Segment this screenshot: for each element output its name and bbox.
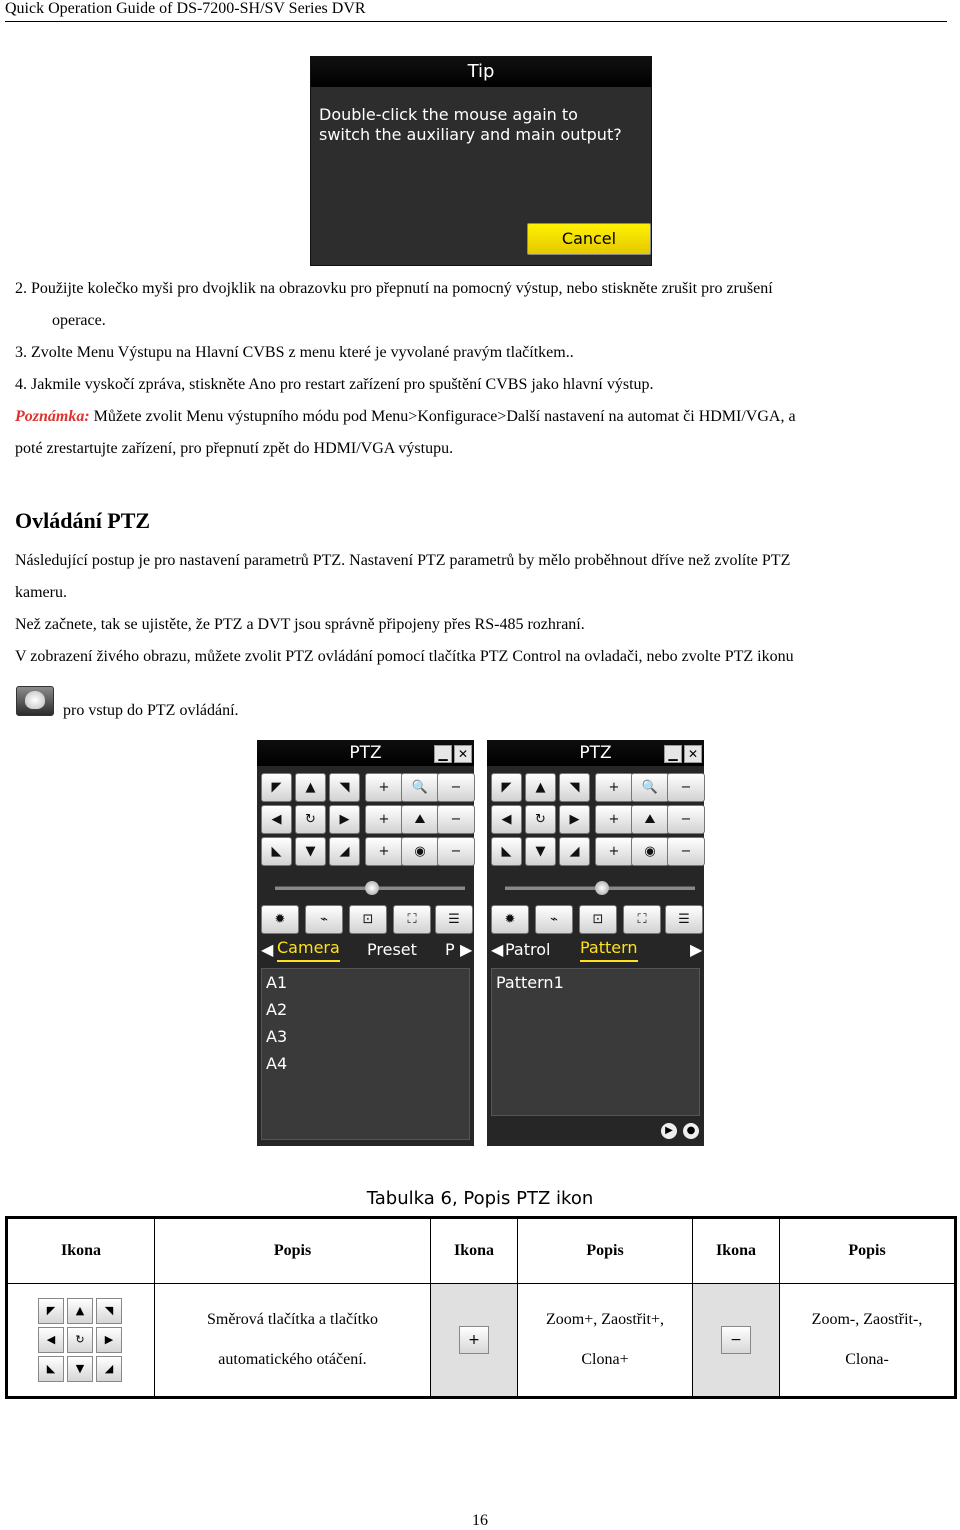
arrow-left-button[interactable]: ◀ [261, 805, 292, 834]
arrow-icon: ◥ [96, 1298, 122, 1324]
focus-plus-button[interactable]: + [595, 805, 633, 834]
note-line2: poté zrestartujte zařízení, pro přepnutí zpět do HDMI/VGA výstupu. [15, 440, 454, 457]
arrow-up-button[interactable]: ▲ [295, 773, 326, 802]
note-text: Můžete zvolit Menu výstupního módu pod Menu>Konfigurace>Další nastavení na automat či HDMI/VGA, a [89, 408, 796, 425]
menu-icon[interactable]: ☰ [435, 905, 473, 934]
zoom-minus-icon: − [721, 1326, 751, 1354]
center-icon[interactable]: ⛶ [623, 905, 661, 934]
rotate-icon: ↻ [67, 1327, 93, 1353]
tip-message-line2: switch the auxiliary and main output? [319, 125, 622, 144]
arrow-right-button[interactable]: ▶ [329, 805, 360, 834]
arrow-icon: ◢ [96, 1356, 122, 1382]
ptz-titlebar [487, 740, 704, 766]
ptz-tabs [257, 936, 474, 964]
ptz-icon-table [5, 1216, 957, 1399]
arrow-down-left-button[interactable]: ◣ [261, 837, 292, 866]
iris-plus-button[interactable]: + [595, 837, 633, 866]
tab-camera[interactable]: Camera [277, 936, 340, 962]
minimize-icon[interactable]: ▁ [664, 745, 682, 763]
iris-plus-button[interactable]: + [365, 837, 403, 866]
desc-cell [518, 1284, 693, 1398]
tab-next-icon[interactable]: ▶ [690, 940, 703, 959]
step-3: 3. Zvolte Menu Výstupu na Hlavní CVBS z menu které je vyvolané pravým tlačítkem.. [15, 344, 574, 361]
note-paragraph [15, 408, 796, 426]
tab-pattern[interactable]: Pattern [580, 936, 638, 962]
arrow-icon: ◣ [38, 1356, 64, 1382]
arrow-icon: ▶ [96, 1327, 122, 1353]
tab-patrol-partial[interactable]: P [445, 940, 455, 959]
note-label: Poznámka: [15, 408, 90, 425]
page-header [5, 0, 947, 22]
desc-line: Směrová tlačítka a tlačítko [206, 1311, 379, 1328]
zoom-minus-button[interactable]: − [437, 773, 475, 802]
section-p2: Než začnete, tak se ujistěte, že PTZ a DVT jsou správně připojeny přes RS-485 rozhraní. [15, 616, 585, 633]
table-caption: Tabulka 6, Popis PTZ ikon [366, 1188, 594, 1209]
close-icon[interactable]: ✕ [684, 745, 702, 763]
list-item[interactable]: A4 [266, 1054, 288, 1073]
pattern-list [491, 968, 700, 1116]
3d-zoom-icon[interactable]: ⊡ [579, 905, 617, 934]
list-item[interactable]: A2 [266, 1000, 288, 1019]
icon-cell [7, 1284, 155, 1398]
iris-minus-button[interactable]: − [437, 837, 475, 866]
wiper-icon[interactable]: ⌁ [535, 905, 573, 934]
zoom-plus-icon: + [459, 1326, 489, 1354]
desc-cell [780, 1284, 956, 1398]
arrow-right-button[interactable]: ▶ [559, 805, 590, 834]
arrow-down-right-button[interactable]: ◢ [559, 837, 590, 866]
ptz-dome-icon [16, 686, 54, 716]
zoom-minus-button[interactable]: − [667, 773, 705, 802]
header-cell: Popis [155, 1218, 431, 1284]
tip-dialog [310, 56, 652, 266]
desc-line: automatického otáčení. [218, 1351, 367, 1368]
focus-minus-button[interactable]: − [437, 805, 475, 834]
arrow-icon: ▲ [67, 1298, 93, 1324]
list-item[interactable]: A1 [266, 973, 288, 992]
zoom-icon[interactable]: 🔍 [631, 773, 669, 802]
ptz-titlebar [257, 740, 474, 766]
slider-knob[interactable] [595, 881, 609, 895]
arrow-left-button[interactable]: ◀ [491, 805, 522, 834]
tip-message-line1: Double-click the mouse again to [319, 105, 578, 124]
list-item[interactable]: Pattern1 [496, 973, 564, 992]
ptz-title: PTZ [579, 743, 612, 763]
section-heading: Ovládání PTZ [15, 508, 151, 533]
desc-line: Zoom-, Zaostřit-, [811, 1311, 923, 1328]
light-icon[interactable]: ✹ [491, 905, 529, 934]
ptz-tabs [487, 936, 704, 964]
page-number: 16 [472, 1512, 488, 1529]
iris-minus-button[interactable]: − [667, 837, 705, 866]
arrow-down-left-button[interactable]: ◣ [491, 837, 522, 866]
header-cell: Ikona [693, 1218, 780, 1284]
tab-prev-icon[interactable]: ◀ [261, 940, 274, 959]
focus-icon[interactable]: ⛰ [401, 805, 439, 834]
section-p3-line1: V zobrazení živého obrazu, můžete zvolit PTZ ovládání pomocí tlačítka PTZ Control na ovladači, nebo zvolte PTZ ikonu [15, 648, 794, 665]
header-cell: Ikona [431, 1218, 518, 1284]
camera-list [261, 968, 470, 1140]
play-icon[interactable]: ▶ [661, 1123, 677, 1139]
arrow-icon: ◀ [38, 1327, 64, 1353]
desc-line: Clona- [845, 1351, 889, 1368]
3d-zoom-icon[interactable]: ⊡ [349, 905, 387, 934]
section-p1-line1: Následující postup je pro nastavení parametrů PTZ. Nastavení PTZ parametrů by mělo proběhnout dříve než zvolíte PTZ [15, 552, 791, 569]
iris-icon[interactable]: ◉ [631, 837, 669, 866]
tab-next-icon[interactable]: ▶ [460, 940, 473, 959]
focus-icon[interactable]: ⛰ [631, 805, 669, 834]
step-4: 4. Jakmile vyskočí zpráva, stiskněte Ano pro restart zařízení pro spuštění CVBS jako hlavní výstup. [15, 376, 654, 393]
header-cell: Popis [518, 1218, 693, 1284]
tab-patrol[interactable]: Patrol [505, 940, 551, 959]
icon-cell [431, 1284, 518, 1398]
rotate-icon[interactable]: ↻ [525, 805, 556, 834]
ptz-title: PTZ [349, 743, 382, 763]
desc-line: Zoom+, Zaostřit+, [545, 1311, 665, 1328]
tip-message [319, 105, 639, 145]
arrow-down-button[interactable]: ▼ [295, 837, 326, 866]
close-icon[interactable]: ✕ [454, 745, 472, 763]
header-title: Quick Operation Guide of DS-7200-SH/SV Series DVR [5, 0, 366, 17]
center-icon[interactable]: ⛶ [393, 905, 431, 934]
header-cell: Ikona [7, 1218, 155, 1284]
arrow-icon: ▼ [67, 1356, 93, 1382]
focus-plus-button[interactable]: + [365, 805, 403, 834]
cancel-button[interactable]: Cancel [527, 223, 651, 255]
arrow-up-left-button[interactable]: ◤ [261, 773, 292, 802]
icon-cell [693, 1284, 780, 1398]
zoom-plus-button[interactable]: + [365, 773, 403, 802]
section-p3-line2: pro vstup do PTZ ovládání. [63, 702, 239, 719]
stop-icon[interactable]: ● [683, 1123, 699, 1139]
table-header-row [7, 1218, 956, 1284]
step-2-line2: operace. [52, 312, 106, 329]
focus-minus-button[interactable]: − [667, 805, 705, 834]
arrow-up-right-button[interactable]: ◥ [559, 773, 590, 802]
desc-line: Clona+ [581, 1351, 629, 1368]
ptz-panel-camera [257, 740, 474, 1146]
arrow-up-right-button[interactable]: ◥ [329, 773, 360, 802]
arrow-icon: ◤ [38, 1298, 64, 1324]
arrow-up-left-button[interactable]: ◤ [491, 773, 522, 802]
speed-slider[interactable] [275, 886, 465, 890]
tab-preset[interactable]: Preset [367, 940, 417, 959]
arrow-down-right-button[interactable]: ◢ [329, 837, 360, 866]
tip-title: Tip [311, 57, 651, 87]
iris-icon[interactable]: ◉ [401, 837, 439, 866]
header-cell: Popis [780, 1218, 956, 1284]
wiper-icon[interactable]: ⌁ [305, 905, 343, 934]
step-2-line1: 2. Použijte kolečko myši pro dvojklik na obrazovku pro přepnutí na pomocný výstup, nebo stiskněte zrušit pro zrušení [15, 280, 773, 297]
speed-slider[interactable] [505, 886, 695, 890]
light-icon[interactable]: ✹ [261, 905, 299, 934]
zoom-icon[interactable]: 🔍 [401, 773, 439, 802]
arrow-up-button[interactable]: ▲ [525, 773, 556, 802]
table-row [7, 1284, 956, 1398]
rotate-icon[interactable]: ↻ [295, 805, 326, 834]
zoom-plus-button[interactable]: + [595, 773, 633, 802]
direction-pad-icon [38, 1298, 124, 1382]
menu-icon[interactable]: ☰ [665, 905, 703, 934]
list-item[interactable]: A3 [266, 1027, 288, 1046]
slider-knob[interactable] [365, 881, 379, 895]
section-p1-line2: kameru. [15, 584, 67, 601]
tab-prev-icon[interactable]: ◀ [491, 940, 504, 959]
minimize-icon[interactable]: ▁ [434, 745, 452, 763]
arrow-down-button[interactable]: ▼ [525, 837, 556, 866]
desc-cell [155, 1284, 431, 1398]
ptz-panel-pattern [487, 740, 704, 1146]
